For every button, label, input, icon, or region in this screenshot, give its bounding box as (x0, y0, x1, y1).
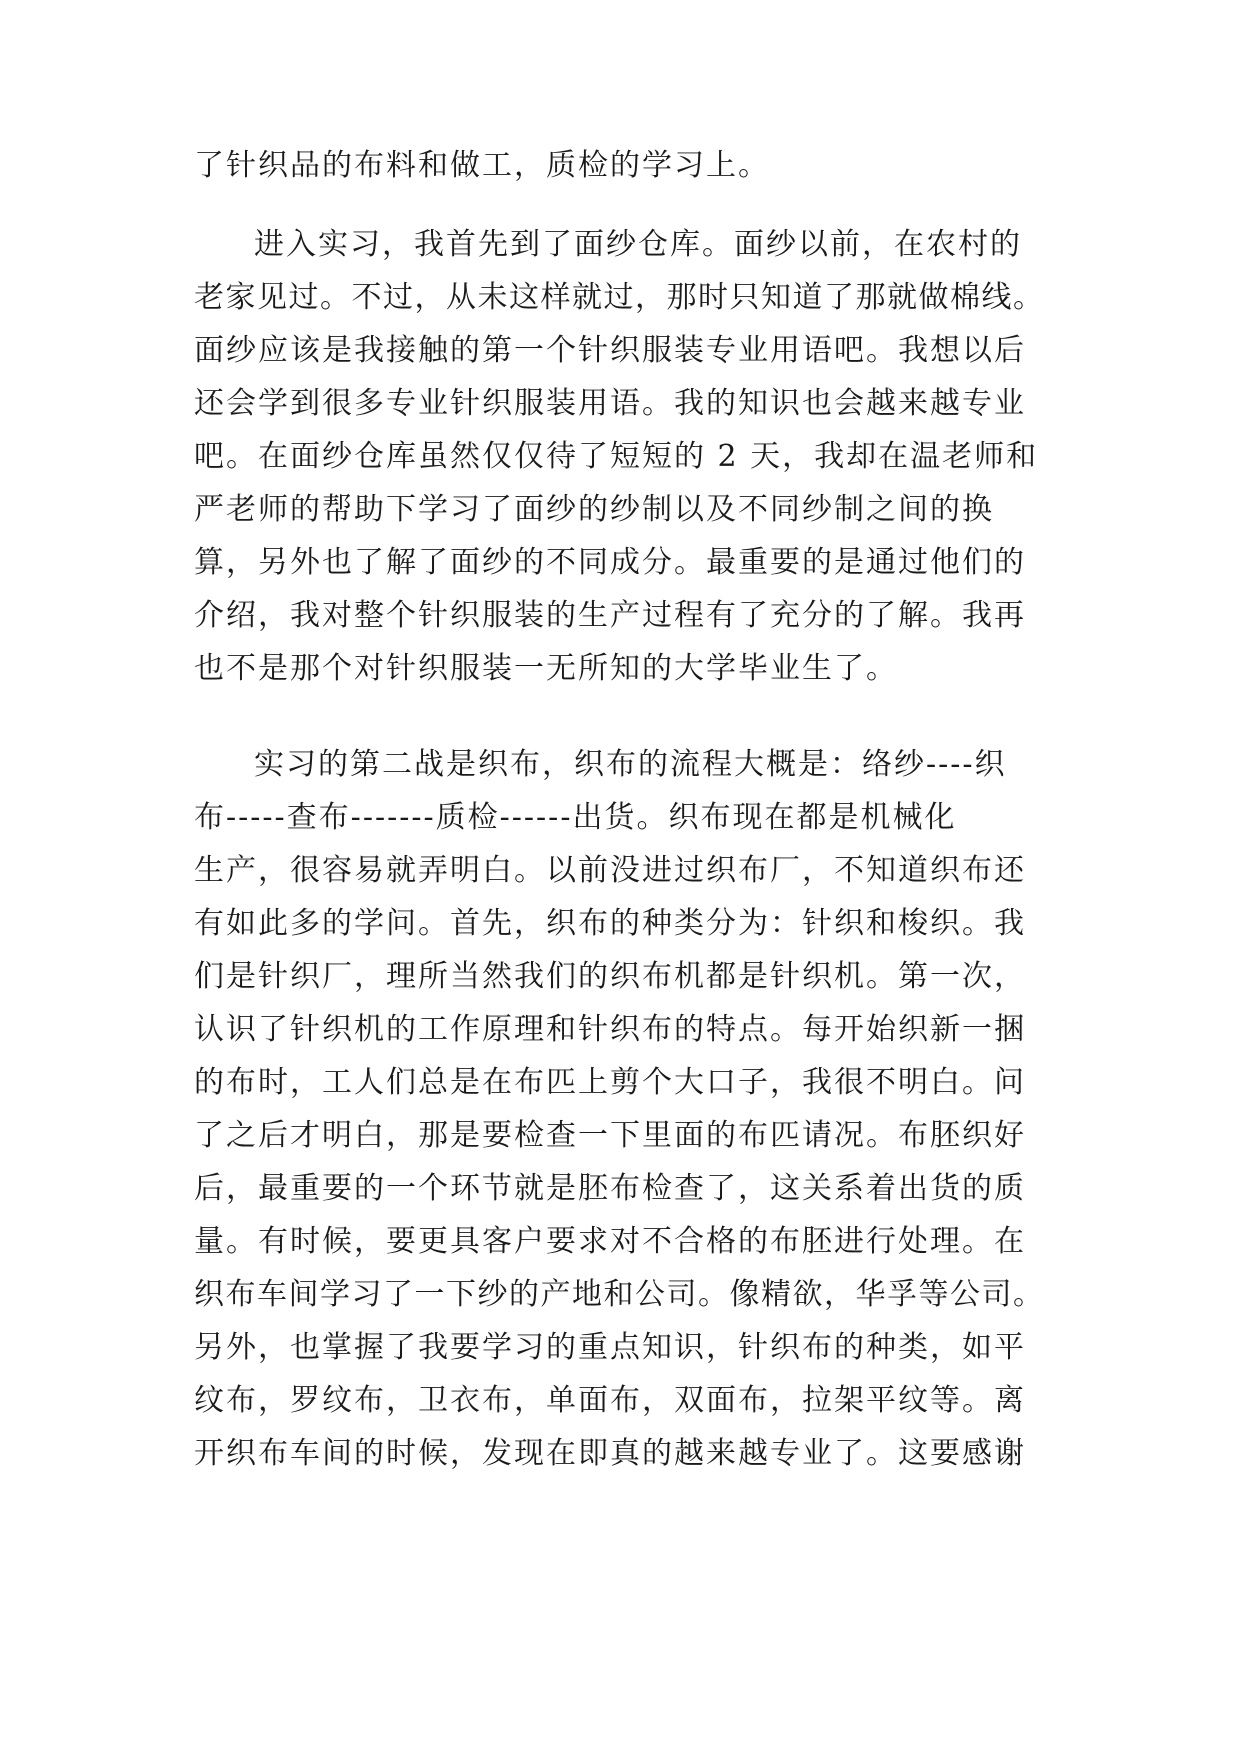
text-line: 有如此多的学问。首先，织布的种类分为：针织和梭织。我 (194, 906, 1026, 941)
text-line: 开织布车间的时候，发现在即真的越来越专业了。这要感谢 (194, 1436, 1026, 1471)
text-line: 生产，很容易就弄明白。以前没进过织布厂，不知道织布还 (194, 853, 1026, 888)
text-line: 的布时，工人们总是在布匹上剪个大口子，我很不明白。问 (194, 1065, 1026, 1100)
text-line: 也不是那个对针织服装一无所知的大学毕业生了。 (194, 651, 898, 686)
text-line: 另外，也掌握了我要学习的重点知识，针织布的种类，如平 (194, 1330, 1026, 1365)
text-line: 后，最重要的一个环节就是胚布检查了，这关系着出货的质 (194, 1171, 1026, 1206)
text-line: 织布车间学习了一下纱的产地和公司。像精欲，华孚等公司。 (194, 1277, 1045, 1312)
text-line: 了之后才明白，那是要检查一下里面的布匹请况。布胚织好 (194, 1118, 1026, 1153)
text-line: 介绍，我对整个针织服装的生产过程有了充分的了解。我再 (194, 598, 1026, 633)
text-line: 严老师的帮助下学习了面纱的纱制以及不同纱制之间的换 (194, 492, 994, 527)
text-line: 老家见过。不过，从未这样就过，那时只知道了那就做棉线。 (194, 280, 1045, 315)
text-line: 布-----查布-------质检------出货。织布现在都是机械化 (194, 800, 957, 835)
text-line: 量。有时候，要更具客户要求对不合格的布胚进行处理。在 (194, 1224, 1026, 1259)
text-line: 纹布，罗纹布，卫衣布，单面布，双面布，拉架平纹等。离 (194, 1383, 1026, 1418)
text-line: 算，另外也了解了面纱的不同成分。最重要的是通过他们的 (194, 545, 1026, 580)
text-line: 还会学到很多专业针织服装用语。我的知识也会越来越专业 (194, 386, 1026, 421)
text-line: 们是针织厂，理所当然我们的织布机都是针织机。第一次， (194, 959, 1026, 994)
text-line: 吧。在面纱仓库虽然仅仅待了短短的 2 天，我却在温老师和 (194, 439, 1039, 474)
text-line: 了针织品的布料和做工，质检的学习上。 (194, 148, 770, 183)
text-line: 面纱应该是我接触的第一个针织服装专业用语吧。我想以后 (194, 333, 1026, 368)
paragraph-start-line: 进入实习，我首先到了面纱仓库。面纱以前，在农村的 (254, 227, 1022, 262)
paragraph-start-line: 实习的第二战是织布，织布的流程大概是：络纱----织 (254, 747, 1007, 782)
text-line: 认识了针织机的工作原理和针织布的特点。每开始织新一捆 (194, 1012, 1026, 1047)
